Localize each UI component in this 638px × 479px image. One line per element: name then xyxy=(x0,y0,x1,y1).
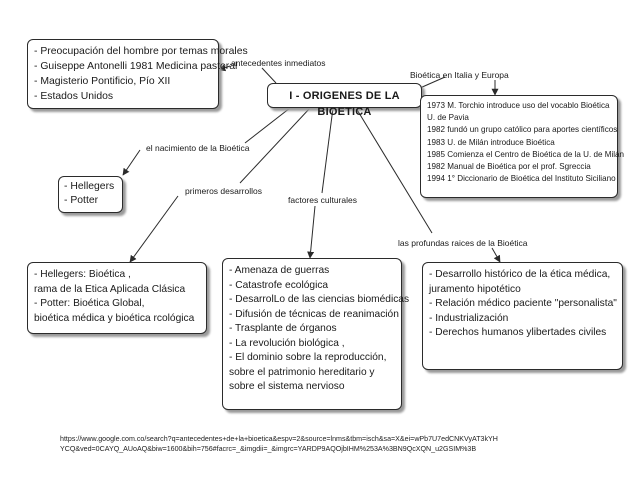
raices-line: juramento hipotético xyxy=(429,283,521,295)
factores-line: - DesarrolLo de las ciencias biomédicas xyxy=(229,294,410,305)
factores-line: sobre el patrimonio hereditario y xyxy=(229,366,375,378)
source-url: https://www.google.com.co/search?q=antecedentes+de+la+bioetica&espv=2&source=lnms&tbm=isch&sa=X&ei=wPb7U7edCNKVyAT3kYHYCQ&ved=0CAYQ_AUoAQ&biw=1600&bih=756#facrc=_&imgdii=_&imgrc=YARDP9AQOjbIHM%253A%3BN9QcXQN_u2GSIM%3B xyxy=(60,435,498,453)
link-label-culturales: factores culturales xyxy=(288,195,357,205)
bioetica-line: rama de la Etica Aplicada Clásica xyxy=(34,283,186,295)
italia-line: 1982 fundó un grupo católico para aportes científicos xyxy=(427,125,618,135)
factores-line: - Amenaza de guerras xyxy=(229,265,330,276)
italia-line: U. de Pavia xyxy=(427,113,469,123)
factores-line: - Trasplante de órganos xyxy=(229,323,337,334)
italia-line: 1973 M. Torchio introduce uso del vocablo Bioética xyxy=(427,101,610,110)
node-root-title: I - ORIGENES DE LA BIOETICA xyxy=(267,83,422,108)
link-label-antecedentes: antecedentes inmediatos xyxy=(231,58,326,68)
factores-line: - Difusión de técnicas de reanimación xyxy=(229,308,399,320)
link-label-nacimiento: el nacimiento de la Bioética xyxy=(146,143,250,153)
raices-line: - Relación médico paciente "personalista" xyxy=(429,298,617,309)
link-antecedentes-a xyxy=(262,68,276,83)
raices-line: - Industrialización xyxy=(429,312,509,324)
link-nacimiento-a xyxy=(245,108,290,143)
bioetica-line: - Hellegers: Bioética , xyxy=(34,269,131,280)
hellegers-line: - Potter xyxy=(64,195,99,206)
preocupacion-line: - Preocupación del hombre por temas morales xyxy=(34,46,248,57)
link-raices-b xyxy=(492,248,500,262)
bioetica-line: - Potter: Bioética Global, xyxy=(34,298,145,309)
italia-line: 1994 1° Diccionario de Bioética del Instituto Siciliano xyxy=(427,174,616,184)
italia-line: 1983 U. de Milán introduce Bioética xyxy=(427,137,555,147)
italia-line: 1985 Comienza el Centro de Bioética de la U. de Milán xyxy=(427,149,625,159)
preocupacion-line: - Guiseppe Antonelli 1981 Medicina pastoral xyxy=(34,61,238,72)
link-label-italia: Bioética en Italia y Europa xyxy=(410,70,509,80)
factores-line: - La revolución biológica , xyxy=(229,337,345,349)
link-primeros-b xyxy=(130,196,178,262)
raices-line: - Desarrollo histórico de la ética médica, xyxy=(429,269,611,280)
raices-line: - Derechos humanos ylibertades civiles xyxy=(429,327,607,338)
link-label-raices: las profundas raices de la Bioética xyxy=(398,238,528,248)
italia-line: 1982 Manual de Bioética por el prof. Sgreccia xyxy=(427,162,591,172)
link-culturales-b xyxy=(310,206,315,258)
bioetica-line: bioética médica y bioética rcológica xyxy=(34,312,195,324)
node-bioetica-definiciones xyxy=(27,262,207,334)
node-italia-europa xyxy=(420,95,625,198)
hellegers-line: - Hellegers xyxy=(64,181,115,192)
node-profundas-raices xyxy=(422,262,623,370)
link-culturales-a xyxy=(322,108,333,193)
factores-line: - Catastrofe ecológica xyxy=(229,279,329,291)
link-nacimiento-b xyxy=(123,150,140,175)
preocupacion-line: - Estados Unidos xyxy=(34,91,114,102)
node-preocupacion xyxy=(27,39,248,109)
link-label-primeros: primeros desarrollos xyxy=(185,186,262,196)
preocupacion-line: - Magisterio Pontificio, Pío XII xyxy=(34,76,171,87)
node-factores-culturales xyxy=(222,258,410,410)
factores-line: - El dominio sobre la reproducción, xyxy=(229,352,387,363)
node-hellegers-potter xyxy=(58,176,123,213)
factores-line: sobre el sistema nervioso xyxy=(229,381,345,392)
